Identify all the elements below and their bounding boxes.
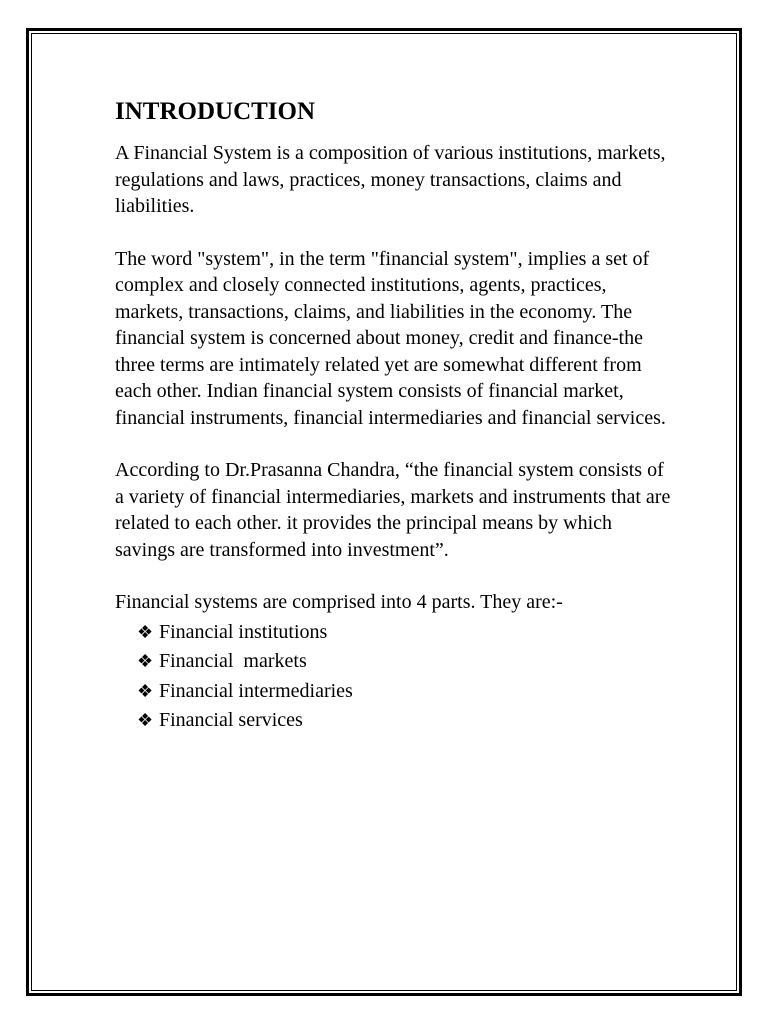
parts-list bbox=[115, 618, 675, 736]
list-item bbox=[137, 618, 675, 648]
diamond-bullet-icon: ❖ bbox=[137, 651, 154, 671]
paragraph-quote: According to Dr.Prasanna Chandra, “the financial system consists of a variety of financial intermediaries, markets and instruments that are related to each other. it provides the principal means by which savings are transformed into investment”. bbox=[115, 459, 671, 561]
paragraph-definition: A Financial System is a composition of various institutions, markets, regulations and laws, practices, money transactions, claims and liabilities. bbox=[115, 142, 666, 217]
list-item-label: Financial intermediaries bbox=[159, 679, 353, 702]
list-item bbox=[137, 647, 675, 677]
page-title: INTRODUCTION bbox=[115, 98, 316, 125]
diamond-bullet-icon: ❖ bbox=[137, 621, 154, 642]
list-item-label: Financial markets bbox=[159, 650, 307, 672]
list-item bbox=[137, 706, 675, 736]
diamond-bullet-icon: ❖ bbox=[137, 680, 154, 701]
list-item-label: Financial institutions bbox=[159, 620, 328, 643]
document-body bbox=[115, 94, 675, 736]
list-item bbox=[137, 677, 675, 707]
list-item-label: Financial services bbox=[159, 709, 303, 731]
list-intro: Financial systems are comprised into 4 parts. They are:- bbox=[115, 591, 563, 613]
diamond-bullet-icon: ❖ bbox=[137, 710, 154, 730]
paragraph-system-meaning: The word "system", in the term "financial system", implies a set of complex and closely connected institutions, agents, practices, markets, transactions, claims, and liabilities in the economy. The financial system is concerned about money, credit and finance-the three terms are intimately related yet are somewhat different from each other. Indian financial system consists of financial market, financial instruments, financial intermediaries and financial services. bbox=[115, 247, 666, 429]
